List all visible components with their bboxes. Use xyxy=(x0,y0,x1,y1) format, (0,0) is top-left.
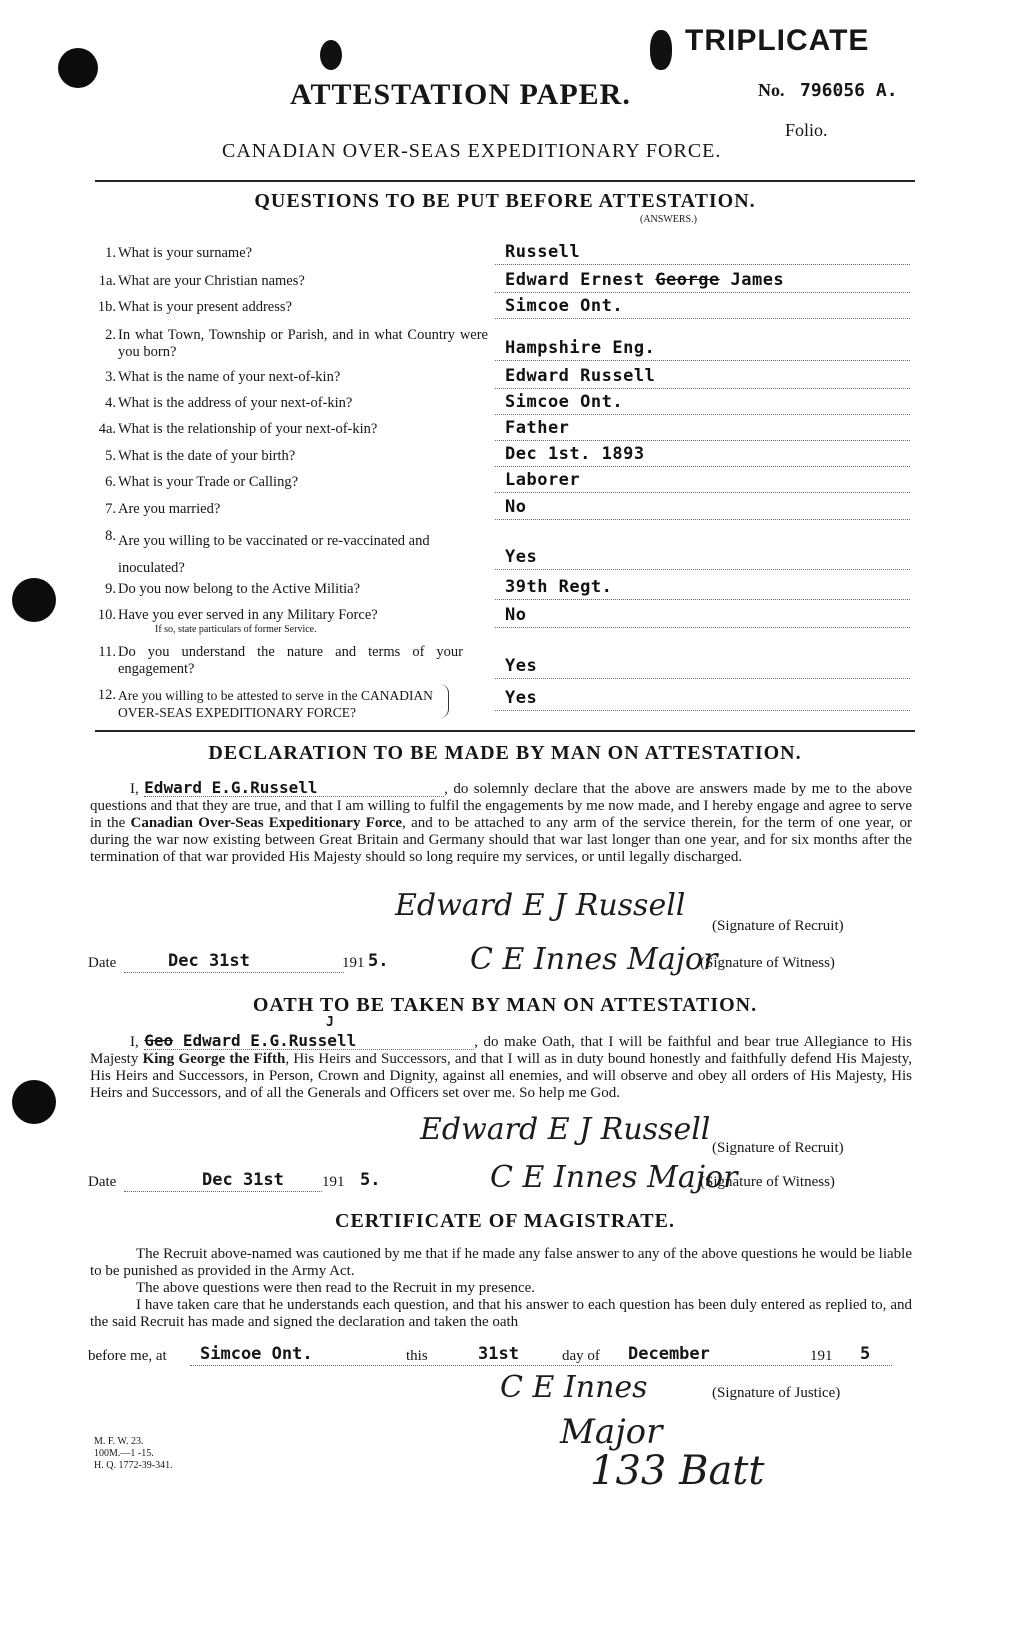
magistrate-day-of-label: day of xyxy=(562,1348,600,1364)
declaration-force-name: Canadian Over-Seas Expeditionary Force xyxy=(130,815,403,831)
oath-recruit-sig-label: (Signature of Recruit) xyxy=(712,1140,844,1156)
oath-date-line xyxy=(124,1191,322,1192)
magistrate-year-suffix: 5 xyxy=(860,1344,871,1364)
oath-recruit-signature: Edward E J Russell xyxy=(420,1112,711,1147)
declaration-heading: DECLARATION TO BE MADE BY MAN ON ATTESTATION. xyxy=(208,742,802,764)
declaration-witness-signature: C E Innes Major xyxy=(470,942,718,977)
question-text: What is the relationship of your next-of-kin? xyxy=(118,421,378,437)
oath-witness-sig-label: (Signature of Witness) xyxy=(700,1174,835,1190)
answer-relationship: Father xyxy=(505,418,570,438)
answer-surname: Russell xyxy=(505,242,581,262)
question-number: 1a. xyxy=(98,273,116,289)
answer-line xyxy=(495,440,910,441)
question-text: What is your present address? xyxy=(118,299,292,315)
declaration-recruit-signature: Edward E J Russell xyxy=(395,888,686,923)
answer-line xyxy=(495,318,910,319)
questions-divider xyxy=(95,730,915,732)
ink-blot xyxy=(650,30,672,70)
answer-birth-date: Dec 1st. 1893 xyxy=(505,444,645,464)
magistrate-justice-rank: Major xyxy=(560,1412,663,1452)
oath-date-label: Date xyxy=(88,1174,117,1190)
answer-line xyxy=(495,627,910,628)
question-text: What is the name of your next-of-kin? xyxy=(118,369,341,385)
magistrate-justice-unit: 133 Batt xyxy=(590,1448,765,1494)
answer-line xyxy=(495,466,910,467)
form-code-line-3: H. Q. 1772-39-341. xyxy=(94,1460,173,1471)
question-number: 4. xyxy=(105,395,116,411)
magistrate-paragraph-1 xyxy=(90,1246,912,1280)
answer-willing-to-serve: Yes xyxy=(505,688,538,708)
oath-heading: OATH TO BE TAKEN BY MAN ON ATTESTATION. xyxy=(252,994,758,1016)
magistrate-p3: I have taken care that he understands each question, and that his answer to each question has been duly entered as replied to, and the said Recruit has made and signed the declaration and taken the oath xyxy=(90,1297,912,1330)
bracket-mark xyxy=(440,684,449,718)
oath-king-name: King George the Fifth xyxy=(142,1051,286,1067)
magistrate-month: December xyxy=(628,1344,710,1364)
question-number: 6. xyxy=(105,474,116,490)
answer-line xyxy=(495,292,910,293)
oath-date-value: Dec 31st xyxy=(202,1170,284,1190)
question-number: 7. xyxy=(105,501,116,517)
answer-next-of-kin: Edward Russell xyxy=(505,366,656,386)
oath-body-1: , do make Oath, that I will be faithful and bear true Allegiance to His Majesty xyxy=(90,1034,913,1067)
declaration-text xyxy=(90,779,912,866)
answer-line xyxy=(495,519,910,520)
question-number: 5. xyxy=(105,448,116,464)
declaration-recruit-name: Edward E.G.Russell xyxy=(144,779,444,797)
answer-military-force: No xyxy=(505,605,527,625)
answer-line xyxy=(495,569,910,570)
magistrate-heading: CERTIFICATE OF MAGISTRATE. xyxy=(335,1210,675,1232)
question-text: In what Town, Township or Parish, and in what Country were you born? xyxy=(118,327,488,360)
declaration-recruit-sig-label: (Signature of Recruit) xyxy=(712,918,844,934)
question-number: 12. xyxy=(97,687,116,703)
magistrate-place: Simcoe Ont. xyxy=(200,1344,313,1364)
binder-hole-bottom xyxy=(12,1080,56,1124)
question-text: Do you now belong to the Active Militia? xyxy=(118,581,361,597)
force-subtitle: CANADIAN OVER-SEAS EXPEDITIONARY FORCE. xyxy=(222,140,722,162)
magistrate-year-prefix: 191 xyxy=(810,1348,833,1364)
declaration-body-1: , do solemnly declare that the above are answers made by me to the above questions and that they are true, and that I am willing to fulfil the engagements by me now made, and I hereby engage and agree to serve in the xyxy=(90,781,912,831)
oath-year-suffix: 5. xyxy=(360,1170,381,1190)
form-code-line-1: M. F. W. 23. xyxy=(94,1436,144,1447)
magistrate-p1: The Recruit above-named was cautioned by me that if he made any false answer to any of the above questions he would be liable to be punished as provided in the Army Act. xyxy=(90,1246,912,1279)
question-number: 3. xyxy=(105,369,116,385)
oath-year-prefix: 191 xyxy=(322,1174,345,1190)
question-text: Are you willing to be attested to serve in the CANADIAN OVER-SEAS EXPEDITIONARY FORCE? xyxy=(118,688,433,720)
form-code-line-2: 100M.—1 -15. xyxy=(94,1448,154,1459)
answer-christian-names-main: Edward Ernest xyxy=(505,270,645,290)
oath-pre: I, xyxy=(130,1034,139,1050)
answer-next-of-kin-address: Simcoe Ont. xyxy=(505,392,624,412)
folio-label: Folio. xyxy=(785,120,828,140)
oath-text xyxy=(90,1032,912,1102)
ink-blot xyxy=(320,40,342,70)
questions-heading: QUESTIONS TO BE PUT BEFORE ATTESTATION. xyxy=(254,190,756,212)
question-text: What is your surname? xyxy=(118,245,253,261)
question-text: Have you ever served in any Military Force? xyxy=(118,607,378,623)
oath-witness-signature: C E Innes Major xyxy=(490,1160,738,1195)
number-value: 796056 A. xyxy=(800,80,898,101)
oath-name-value: Edward E.G.Russell xyxy=(182,1031,357,1050)
question-number: 2. xyxy=(105,327,116,343)
copy-label: TRIPLICATE xyxy=(685,24,870,57)
binder-hole-top xyxy=(58,48,98,88)
number-label: No. xyxy=(758,80,785,100)
question-text: What is the date of your birth? xyxy=(118,448,296,464)
question-number: 11. xyxy=(98,644,116,660)
answer-active-militia: 39th Regt. xyxy=(505,577,613,597)
question-10-note: If so, state particulars of former Service. xyxy=(155,624,317,635)
answer-understand-terms: Yes xyxy=(505,656,538,676)
answer-line xyxy=(495,678,910,679)
magistrate-p2: The above questions were then read to the Recruit in my presence. xyxy=(136,1280,536,1296)
answer-line xyxy=(495,360,910,361)
magistrate-justice-sig-label: (Signature of Justice) xyxy=(712,1385,841,1401)
answer-christian-names-struck: George xyxy=(655,270,720,290)
magistrate-day: 31st xyxy=(478,1344,519,1364)
answer-present-address: Simcoe Ont. xyxy=(505,296,624,316)
declaration-year-suffix: 5. xyxy=(368,951,389,971)
magistrate-paragraph-3 xyxy=(90,1297,912,1331)
answer-line xyxy=(495,710,910,711)
oath-body-2: , His Heirs and Successors, and that I will as in duty bound honestly and faithfully defend His Majesty, His Heirs and Successors, in Person, Crown and Dignity, against all enemies, and will observe and obey all orders of His Majesty, His Heirs and Successors, and of all the Generals and Officers set over me. So help me God. xyxy=(90,1051,912,1101)
answer-trade: Laborer xyxy=(505,470,581,490)
answer-christian-names xyxy=(505,270,784,290)
question-text: Are you willing to be vaccinated or re-vaccinated and inoculated? xyxy=(118,533,430,576)
question-text: Are you married? xyxy=(118,501,221,517)
form-code-footer xyxy=(94,1436,173,1472)
oath-recruit-name xyxy=(144,1032,474,1050)
answer-line xyxy=(495,388,910,389)
declaration-witness-sig-label: (Signature of Witness) xyxy=(700,955,835,971)
declaration-date-value: Dec 31st xyxy=(168,951,250,971)
binder-hole-middle xyxy=(12,578,56,622)
question-number: 1b. xyxy=(97,299,116,315)
question-text: What are your Christian names? xyxy=(118,273,305,289)
question-number: 4a. xyxy=(98,421,116,437)
magistrate-place-line xyxy=(190,1365,892,1366)
question-number: 8. xyxy=(105,528,116,544)
answer-birthplace: Hampshire Eng. xyxy=(505,338,656,358)
answer-line xyxy=(495,264,910,265)
declaration-year-prefix: 191 xyxy=(342,955,365,971)
declaration-body-2: , and to be attached to any arm of the service therein, for the term of one year, or during the war now existing between Great Britain and Germany should that war last longer than one year, and for six months after the termination of that war provided His Majesty should so long require my services, or until legally discharged. xyxy=(90,815,912,865)
oath-insert-mark: J xyxy=(326,1015,334,1030)
question-number: 9. xyxy=(105,581,116,597)
question-text: What is the address of your next-of-kin? xyxy=(118,395,353,411)
magistrate-paragraph-2 xyxy=(90,1280,912,1297)
magistrate-this-label: this xyxy=(406,1348,428,1364)
magistrate-before-label: before me, at xyxy=(88,1348,167,1364)
declaration-pre: I, xyxy=(130,781,139,797)
answers-label: (ANSWERS.) xyxy=(640,214,697,225)
answer-line xyxy=(495,599,910,600)
question-text: Do you understand the nature and terms of your engagement? xyxy=(118,644,463,677)
oath-name-struck: Geo xyxy=(144,1031,174,1050)
declaration-date-label: Date xyxy=(88,955,117,971)
answer-vaccinated: Yes xyxy=(505,547,538,567)
header-divider xyxy=(95,180,915,182)
answer-married: No xyxy=(505,497,527,517)
magistrate-justice-signature: C E Innes xyxy=(500,1370,648,1405)
answer-christian-names-tail: James xyxy=(730,270,785,290)
question-number: 1. xyxy=(105,245,116,261)
question-text: What is your Trade or Calling? xyxy=(118,474,299,490)
answer-line xyxy=(495,414,910,415)
question-number: 10. xyxy=(97,607,116,623)
declaration-date-line xyxy=(124,972,344,973)
answer-line xyxy=(495,492,910,493)
document-title: ATTESTATION PAPER. xyxy=(290,78,631,111)
